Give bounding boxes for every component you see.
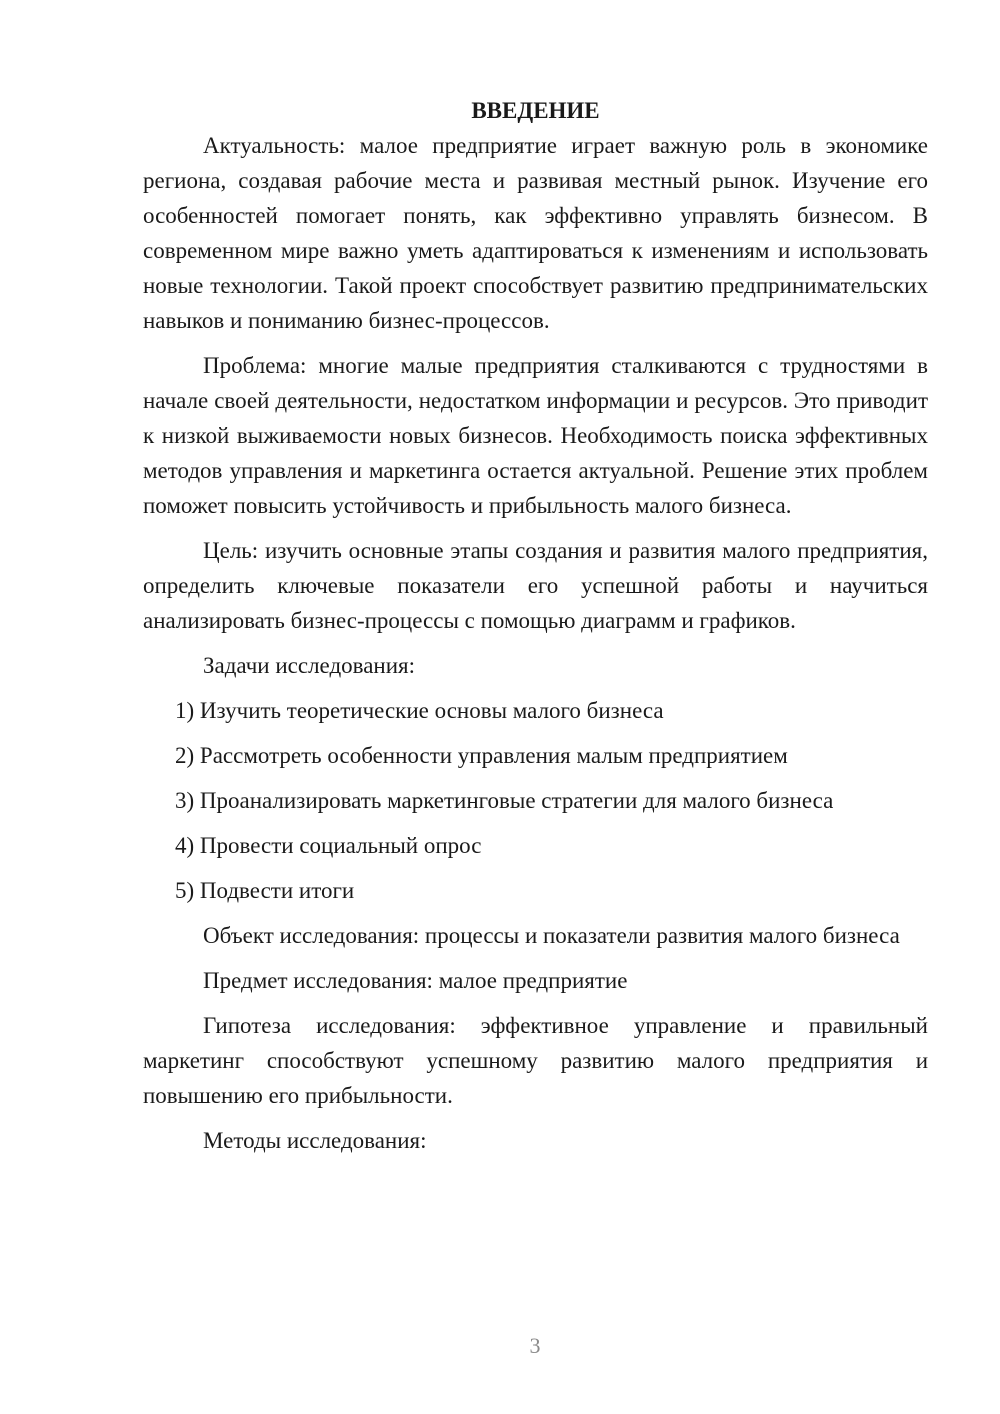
page-content <box>143 93 928 1158</box>
tasks-heading: Задачи исследования: <box>203 653 416 678</box>
list-item: 4) Провести социальный опрос <box>175 833 482 858</box>
paragraph-object: Объект исследования: процессы и показатели развития малого бизнеса <box>203 923 900 948</box>
paragraph-subject: Предмет исследования: малое предприятие <box>203 968 628 993</box>
paragraph-problem: Проблема: многие малые предприятия сталкиваются с трудностями в начале своей деятельности, недостатком информации и ресурсов. Это приводит к низкой выживаемости новых бизнесов. Необходимость поиска эффективных методов управления и маркетинга остается актуальной. Решение этих проблем поможет повысить устойчивость и прибыльность малого бизнеса. <box>143 353 928 518</box>
list-item: 1) Изучить теоретические основы малого бизнеса <box>175 698 664 723</box>
paragraph-goal: Цель: изучить основные этапы создания и развития малого предприятия, определить ключевые показатели его успешной работы и научиться анализировать бизнес-процессы с помощью диаграмм и графиков. <box>143 538 928 633</box>
tasks-list <box>143 693 928 908</box>
methods-heading: Методы исследования: <box>203 1128 427 1153</box>
list-item: 5) Подвести итоги <box>175 878 355 903</box>
paragraph-relevance: Актуальность: малое предприятие играет важную роль в экономике региона, создавая рабочие места и развивая местный рынок. Изучение его особенностей помогает понять, как эффективно управлять бизнесом. В современном мире важно уметь адаптироваться к изменениям и использовать новые технологии. Такой проект способствует развитию предпринимательских навыков и пониманию бизнес-процессов. <box>143 133 928 333</box>
paragraph-hypothesis: Гипотеза исследования: эффективное управление и правильный маркетинг способствуют успешному развитию малого предприятия и повышению его прибыльности. <box>143 1013 928 1108</box>
list-item: 3) Проанализировать маркетинговые стратегии для малого бизнеса <box>175 788 834 813</box>
page-number: 3 <box>529 1333 541 1358</box>
page-title: ВВЕДЕНИЕ <box>471 98 600 123</box>
list-item: 2) Рассмотреть особенности управления малым предприятием <box>175 743 788 768</box>
